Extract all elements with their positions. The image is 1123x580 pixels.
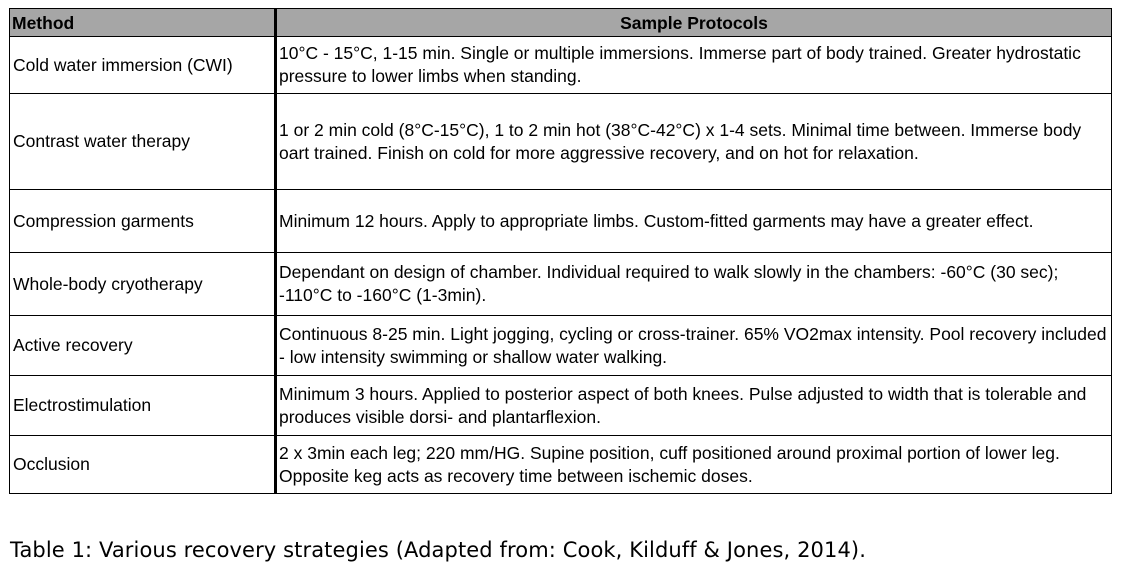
table-row bbox=[10, 436, 1112, 494]
protocol-cell: 1 or 2 min cold (8°C-15°C), 1 to 2 min hot (38°C-42°C) x 1-4 sets. Minimal time between. Immerse body oart trained. Finish on cold for more aggressive recovery, and on hot for relaxation. bbox=[276, 94, 1112, 190]
table-caption: Table 1: Various recovery strategies (Adapted from: Cook, Kilduff & Jones, 2014). bbox=[10, 538, 866, 562]
method-cell: Occlusion bbox=[10, 436, 276, 494]
protocol-cell: Dependant on design of chamber. Individual required to walk slowly in the chambers: -60°C (30 sec); -110°C to -160°C (1-3min). bbox=[276, 253, 1112, 316]
method-cell: Active recovery bbox=[10, 316, 276, 376]
protocol-cell: 10°C - 15°C, 1-15 min. Single or multiple immersions. Immerse part of body trained. Greater hydrostatic pressure to lower limbs when standing. bbox=[276, 37, 1112, 94]
column-header-method: Method bbox=[10, 9, 276, 37]
table-row bbox=[10, 376, 1112, 436]
protocol-cell: Continuous 8-25 min. Light jogging, cycling or cross-trainer. 65% VO2max intensity. Pool recovery included - low intensity swimming or shallow water walking. bbox=[276, 316, 1112, 376]
method-cell: Whole-body cryotherapy bbox=[10, 253, 276, 316]
recovery-strategies-table bbox=[9, 8, 1112, 494]
table-row bbox=[10, 190, 1112, 253]
table-row bbox=[10, 316, 1112, 376]
protocol-cell: Minimum 3 hours. Applied to posterior aspect of both knees. Pulse adjusted to width that is tolerable and produces visible dorsi- and plantarflexion. bbox=[276, 376, 1112, 436]
protocol-cell: 2 x 3min each leg; 220 mm/HG. Supine position, cuff positioned around proximal portion of lower leg. Opposite keg acts as recovery time between ischemic doses. bbox=[276, 436, 1112, 494]
method-cell: Electrostimulation bbox=[10, 376, 276, 436]
table-row bbox=[10, 37, 1112, 94]
method-cell: Cold water immersion (CWI) bbox=[10, 37, 276, 94]
table-row bbox=[10, 253, 1112, 316]
method-cell: Compression garments bbox=[10, 190, 276, 253]
method-cell: Contrast water therapy bbox=[10, 94, 276, 190]
column-header-sample-protocols: Sample Protocols bbox=[276, 9, 1112, 37]
table-header-row bbox=[10, 9, 1112, 37]
table-row bbox=[10, 94, 1112, 190]
protocol-cell: Minimum 12 hours. Apply to appropriate limbs. Custom-fitted garments may have a greater effect. bbox=[276, 190, 1112, 253]
